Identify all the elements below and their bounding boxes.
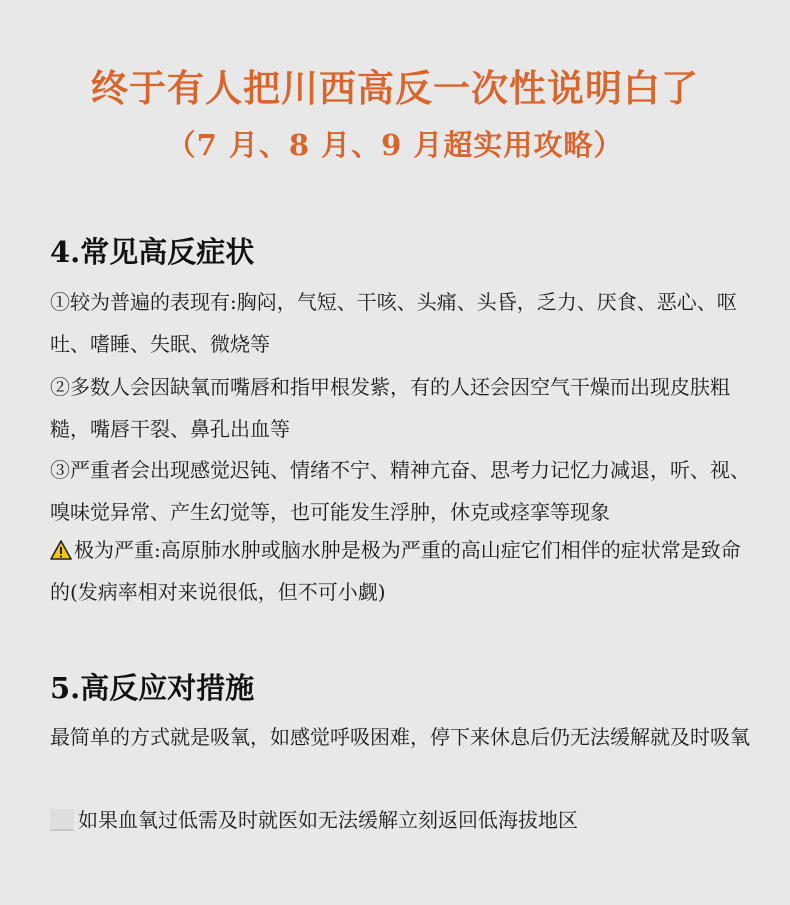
severe-warning-text: 极为严重:高原肺水肿或脑水肿是极为严重的高山症它们相伴的症状常是致命的(发病率相对来说很低，但不可小觑) (50, 538, 741, 604)
warning-icon (50, 532, 72, 552)
page-title: 终于有人把川西高反一次性说明白了 (91, 66, 699, 110)
measure-paragraph-1: 最简单的方式就是吸氧，如感觉呼吸困难，停下来休息后仍无法缓解就及时吸氧 (50, 725, 750, 749)
symptom-item-3: ③严重者会出现感觉迟钝、情绪不宁、精神亢奋、思考力记忆力减退，听、视、嗅味觉异常、产生幻觉等，也可能发生浮肿，休克或痉挛等现象 (50, 458, 750, 524)
measure-paragraph-2-text: 如果血氧过低需及时就医如无法缓解立刻返回低海拔地区 (78, 808, 578, 832)
severe-warning (50, 529, 760, 613)
symptom-item-1: ①较为普遍的表现有:胸闷，气短、干咳、头痛、头昏，乏力、厌食、恶心、呕吐、嗜睡、失眠、微烧等 (50, 290, 737, 356)
section-heading-symptoms: 4.常见高反症状 (50, 235, 255, 269)
page-subtitle: （7 月、8 月、9 月超实用攻略） (166, 128, 624, 162)
measure-paragraph-2 (50, 799, 760, 841)
section-heading-measures: 5.高反应对措施 (50, 671, 255, 705)
symptom-item-2: ②多数人会因缺氧而嘴唇和指甲根发紫，有的人还会因空气干燥而出现皮肤粗糙，嘴唇干裂、鼻孔出血等 (50, 375, 730, 441)
placeholder-icon (50, 809, 74, 831)
